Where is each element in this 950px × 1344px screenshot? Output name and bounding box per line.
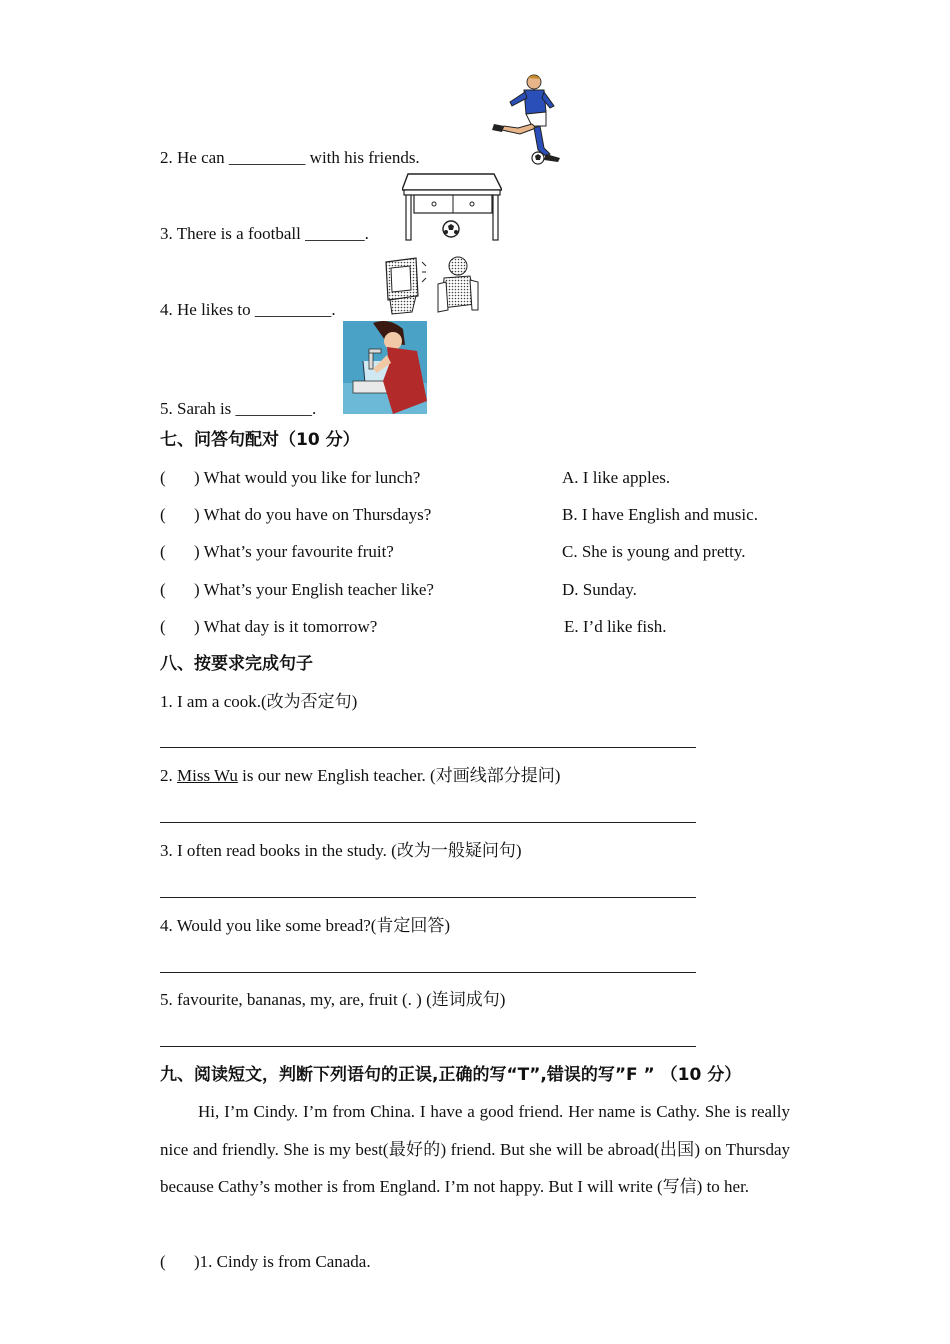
- match-question-paren[interactable]: (: [160, 505, 166, 524]
- soccer-player-illustration: [488, 72, 568, 168]
- rewrite-question-1: 1. I am a cook.(改为否定句): [160, 692, 358, 711]
- rewrite-question-4: 4. Would you like some bread?(肯定回答): [160, 916, 451, 935]
- desk-with-football-illustration: [402, 172, 502, 242]
- picture-question-4: 4. He likes to _________.: [160, 300, 336, 319]
- answer-line-4[interactable]: [160, 972, 696, 973]
- reading-passage: Hi, I’m Cindy. I’m from China. I have a good friend. Her name is Cathy. She is really nice and friendly. She is my best(最好的) friend. But she will be abroad(出国) on Thursday because Cathy’s mother is from England. I’m not happy. But I will write (写信) to her.: [160, 1102, 790, 1196]
- judge-item-paren[interactable]: (: [160, 1252, 166, 1271]
- underlined-phrase: Miss Wu: [177, 766, 238, 785]
- answer-line-5[interactable]: [160, 1046, 696, 1047]
- section-8-title: 八、按要求完成句子: [160, 654, 313, 674]
- match-question-text: ) What’s your favourite fruit?: [194, 542, 394, 561]
- match-question-text: ) What would you like for lunch?: [194, 468, 421, 487]
- girl-washing-illustration: [343, 321, 427, 414]
- match-answer: C. She is young and pretty.: [562, 542, 746, 561]
- match-answer: E. I’d like fish.: [564, 617, 667, 636]
- answer-line-3[interactable]: [160, 897, 696, 898]
- rewrite-question-5: 5. favourite, bananas, my, are, fruit (. ) (连词成句): [160, 990, 506, 1009]
- match-question-paren[interactable]: (: [160, 542, 166, 561]
- picture-question-2: 2. He can _________ with his friends.: [160, 148, 420, 167]
- match-question-text: ) What’s your English teacher like?: [194, 580, 434, 599]
- match-question-paren[interactable]: (: [160, 468, 166, 487]
- match-answer: A. I like apples.: [562, 468, 671, 487]
- match-question-paren[interactable]: (: [160, 580, 166, 599]
- picture-question-5: 5. Sarah is _________.: [160, 399, 317, 418]
- match-question-text: ) What day is it tomorrow?: [194, 617, 378, 636]
- answer-line-1[interactable]: [160, 747, 696, 748]
- section-7-title: 七、问答句配对（10 分）: [160, 430, 360, 450]
- match-answer: D. Sunday.: [562, 580, 637, 599]
- match-question-text: ) What do you have on Thursdays?: [194, 505, 432, 524]
- match-question-paren[interactable]: (: [160, 617, 166, 636]
- match-answer: B. I have English and music.: [562, 505, 758, 524]
- judge-item-1: )1. Cindy is from Canada.: [194, 1252, 371, 1271]
- answer-line-2[interactable]: [160, 822, 696, 823]
- watching-tv-illustration: [382, 252, 482, 316]
- rewrite-question-2: 2. Miss Wu is our new English teacher. (对画线部分提问): [160, 766, 561, 785]
- section-9-title: 九、阅读短文，判断下列语句的正误,正确的写“T”,错误的写”F ” （10 分）: [160, 1065, 742, 1085]
- picture-question-3: 3. There is a football _______.: [160, 224, 369, 243]
- rewrite-question-3: 3. I often read books in the study. (改为一般疑问句): [160, 841, 522, 860]
